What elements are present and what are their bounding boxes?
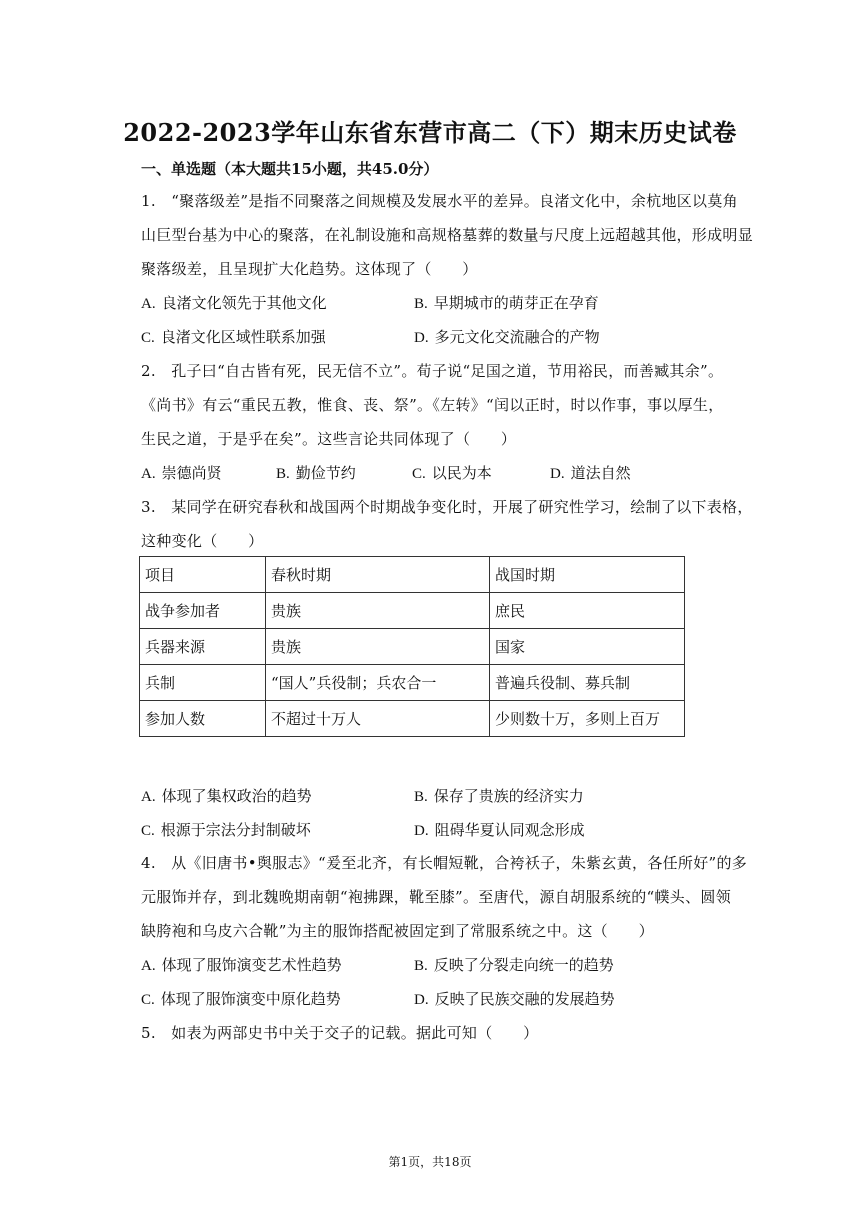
question-1-option-c: C. 良渚文化区域性联系加强 [141, 328, 326, 346]
question-4-option-a: A. 体现了服饰演变艺术性趋势 [141, 956, 342, 974]
table-cell: 兵制 [140, 665, 266, 701]
table-row [140, 665, 685, 701]
question-4-line-1: 4. 从《旧唐书•舆服志》“爰至北齐，有长帽短靴，合袴袄子，朱紫玄黄，各任所好”的多 [141, 854, 748, 872]
question-2-option-b: B. 勤俭节约 [276, 464, 356, 482]
question-4-option-d: D. 反映了民族交融的发展趋势 [414, 990, 615, 1008]
table-row [140, 629, 685, 665]
table-cell: 普遍兵役制、募兵制 [490, 665, 685, 701]
question-2-line-3: 生民之道，于是乎在矣”。这些言论共同体现了（ ） [141, 430, 517, 448]
table-row [140, 593, 685, 629]
question-3-line-2: 这种变化（ ） [141, 532, 264, 550]
table-cell: 战争参加者 [140, 593, 266, 629]
question-5-line-1: 5. 如表为两部史书中关于交子的记载。据此可知（ ） [141, 1024, 539, 1042]
exam-title: 2022-2023学年山东省东营市高二（下）期末历史试卷 [123, 118, 737, 147]
question-3-option-c: C. 根源于宗法分封制破坏 [141, 821, 311, 839]
table-row [140, 701, 685, 737]
question-3-option-b: B. 保存了贵族的经济实力 [414, 787, 584, 805]
question-2-option-a: A. 崇德尚贤 [141, 464, 222, 482]
table-cell: 项目 [140, 557, 266, 593]
question-1-option-d: D. 多元文化交流融合的产物 [414, 328, 600, 346]
table-cell: 战国时期 [490, 557, 685, 593]
question-2-line-2: 《尚书》有云“重民五教，惟食、丧、祭”。《左转》“闰以正时，时以作事，事以厚生， [141, 396, 724, 414]
question-4-option-c: C. 体现了服饰演变中原化趋势 [141, 990, 341, 1008]
question-2-line-1: 2. 孔子曰“自古皆有死，民无信不立”。荀子说“足国之道，节用裕民，而善臧其余”。 [141, 362, 724, 380]
table-cell: “国人”兵役制；兵农合一 [266, 665, 490, 701]
table-cell: 少则数十万，多则上百万 [490, 701, 685, 737]
table-cell: 不超过十万人 [266, 701, 490, 737]
table-cell: 参加人数 [140, 701, 266, 737]
question-1-line-1: 1. “聚落级差”是指不同聚落之间规模及发展水平的差异。良渚文化中，余杭地区以莫角 [141, 192, 738, 210]
question-1-line-2: 山巨型台基为中心的聚落，在礼制设施和高规格墓葬的数量与尺度上远超越其他，形成明显 [141, 226, 754, 244]
question-3-option-d: D. 阻碍华夏认同观念形成 [414, 821, 585, 839]
question-2-option-c: C. 以民为本 [412, 464, 492, 482]
question-1-option-b: B. 早期城市的萌芽正在孕育 [414, 294, 599, 312]
question-4-line-3: 缺胯袍和乌皮六合靴”为主的服饰搭配被固定到了常服系统之中。这（ ） [141, 922, 654, 940]
table-cell: 贵族 [266, 629, 490, 665]
question-1-option-a: A. 良渚文化领先于其他文化 [141, 294, 327, 312]
question-3-option-a: A. 体现了集权政治的趋势 [141, 787, 312, 805]
question-4-line-2: 元服饰并存，到北魏晚期南朝“袍拂踝，靴至膝”。至唐代，源自胡服系统的“幞头、圆领 [141, 888, 732, 906]
page-footer: 第1页，共18页 [388, 1155, 472, 1169]
section-heading: 一、单选题（本大题共15小题，共45.0分） [141, 160, 439, 178]
table-cell: 贵族 [266, 593, 490, 629]
table-row [140, 557, 685, 593]
question-3-table [139, 556, 685, 737]
question-1-line-3: 聚落级差，且呈现扩大化趋势。这体现了（ ） [141, 260, 478, 278]
table-cell: 国家 [490, 629, 685, 665]
table-cell: 庶民 [490, 593, 685, 629]
question-2-option-d: D. 道法自然 [550, 464, 631, 482]
table-cell: 春秋时期 [266, 557, 490, 593]
question-4-option-b: B. 反映了分裂走向统一的趋势 [414, 956, 614, 974]
table-cell: 兵器来源 [140, 629, 266, 665]
question-3-line-1: 3. 某同学在研究春秋和战国两个时期战争变化时，开展了研究性学习，绘制了以下表格， [141, 498, 753, 516]
